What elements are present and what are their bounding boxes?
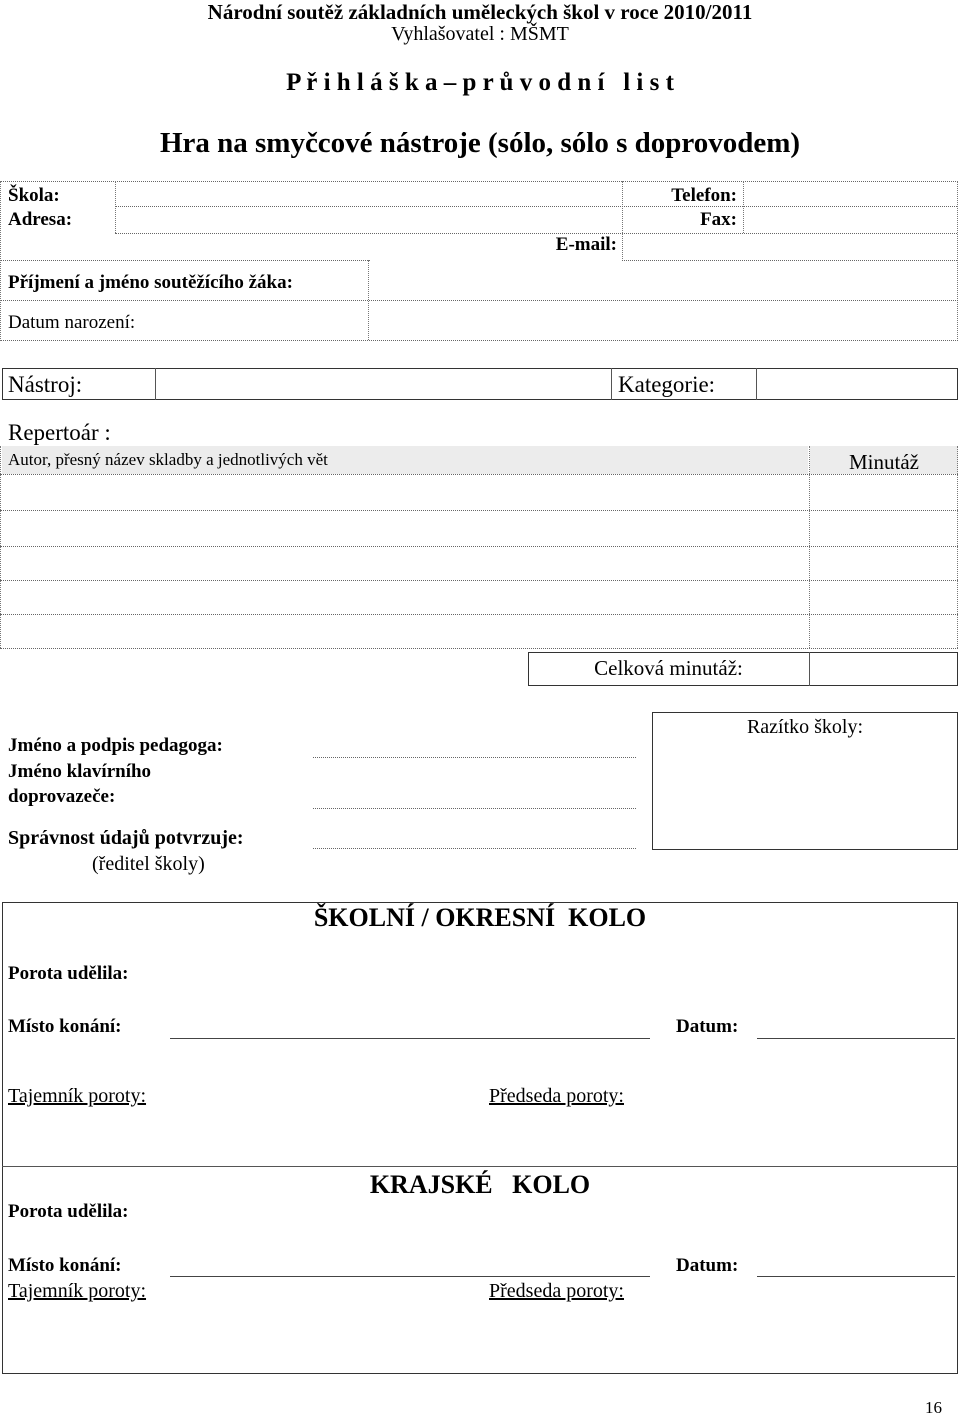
total-field[interactable] xyxy=(810,653,957,685)
school-round-title: ŠKOLNÍ / OKRESNÍ KOLO xyxy=(313,903,647,932)
fax-label: Fax: xyxy=(700,209,737,230)
table-row[interactable] xyxy=(2,548,958,580)
student-top-line xyxy=(0,260,370,261)
table-row[interactable] xyxy=(2,582,958,614)
school-round-jury-label: Porota udělila: xyxy=(8,963,129,984)
school-round-venue-label: Místo konání: xyxy=(8,1016,122,1037)
rep-right-border xyxy=(957,446,958,648)
address-label: Adresa: xyxy=(8,209,73,230)
regional-round-date-field[interactable] xyxy=(757,1276,955,1277)
phone-divider xyxy=(743,181,744,233)
director-signature-line[interactable] xyxy=(313,848,636,849)
rep-line-5 xyxy=(0,648,958,649)
accompanist-line[interactable] xyxy=(313,808,636,809)
table-row[interactable] xyxy=(2,476,958,510)
regional-round-venue-label: Místo konání: xyxy=(8,1255,122,1276)
email-label: E-mail: xyxy=(555,234,617,255)
school-round-venue-field[interactable] xyxy=(170,1038,650,1039)
rep-line-1 xyxy=(0,510,958,511)
rep-line-4 xyxy=(0,614,958,615)
page-number: 16 xyxy=(925,1398,942,1417)
competition-title: Národní soutěž základních uměleckých škol v roce 2010/2011 xyxy=(207,0,753,24)
address-line[interactable] xyxy=(115,233,957,234)
school-mid-divider xyxy=(622,181,623,261)
instrument-label: Nástroj: xyxy=(8,372,83,397)
stamp-label: Razítko školy: xyxy=(746,716,864,738)
student-name-field[interactable] xyxy=(0,300,958,301)
rep-line-0 xyxy=(0,474,958,475)
form-subtitle: Hra na smyčcové nástroje (sólo, sólo s doprovodem) xyxy=(159,127,801,159)
organizer: Vyhlašovatel : MŠMT xyxy=(391,23,569,45)
school-top-border xyxy=(0,181,958,182)
email-line[interactable] xyxy=(622,260,957,261)
accompanist-label-2: doprovazeče: xyxy=(8,786,116,807)
teacher-signature-line[interactable] xyxy=(313,757,636,758)
regional-round-secretary-label[interactable]: Tajemník poroty: xyxy=(8,1280,147,1302)
regional-round-venue-field[interactable] xyxy=(170,1276,650,1277)
regional-round-title: KRAJSKÉ KOLO xyxy=(369,1170,591,1199)
table-row[interactable] xyxy=(2,616,958,648)
school-round-date-field[interactable] xyxy=(757,1038,955,1039)
phone-label: Telefon: xyxy=(671,185,737,206)
rep-left-border xyxy=(0,446,1,648)
instrument-mid-divider xyxy=(611,368,612,400)
rounds-frame xyxy=(2,902,958,1374)
birth-date-label: Datum narození: xyxy=(8,312,136,333)
school-label: Škola: xyxy=(8,185,60,206)
school-round-chair-label[interactable]: Předseda poroty: xyxy=(489,1085,624,1107)
school-divider xyxy=(115,181,116,233)
category-field[interactable] xyxy=(757,369,957,399)
teacher-label: Jméno a podpis pedagoga: xyxy=(8,735,223,756)
school-line[interactable] xyxy=(115,206,957,207)
school-round-secretary-label[interactable]: Tajemník poroty: xyxy=(8,1085,147,1107)
regional-round-jury-label: Porota udělila: xyxy=(8,1201,129,1222)
birth-date-field[interactable] xyxy=(0,340,958,341)
column-piece: Autor, přesný název skladby a jednotlivých vět xyxy=(8,450,328,469)
category-label: Kategorie: xyxy=(618,372,716,397)
school-round-date-label: Datum: xyxy=(676,1016,739,1037)
rep-col-divider xyxy=(809,446,810,648)
accompanist-label-1: Jméno klavírního xyxy=(8,761,152,782)
confirm-sub: (ředitel školy) xyxy=(92,853,205,875)
form-title: P ř i h l á š k a – p r ů v o d n í l i s t xyxy=(286,69,674,96)
rep-line-3 xyxy=(0,580,958,581)
right-border xyxy=(957,181,958,341)
total-label: Celková minutáž: xyxy=(594,656,743,680)
regional-round-date-label: Datum: xyxy=(676,1255,739,1276)
left-border xyxy=(0,181,1,341)
student-name-label: Příjmení a jméno soutěžícího žáka: xyxy=(8,272,293,293)
confirm-label: Správnost údajů potvrzuje: xyxy=(8,827,244,849)
repertoire-heading: Repertoár : xyxy=(8,420,111,445)
rep-line-2 xyxy=(0,546,958,547)
table-row[interactable] xyxy=(2,512,958,546)
column-duration: Minutáž xyxy=(849,450,919,474)
instrument-field[interactable] xyxy=(156,369,610,399)
rounds-divider xyxy=(2,1166,958,1167)
regional-round-chair-label[interactable]: Předseda poroty: xyxy=(489,1280,624,1302)
